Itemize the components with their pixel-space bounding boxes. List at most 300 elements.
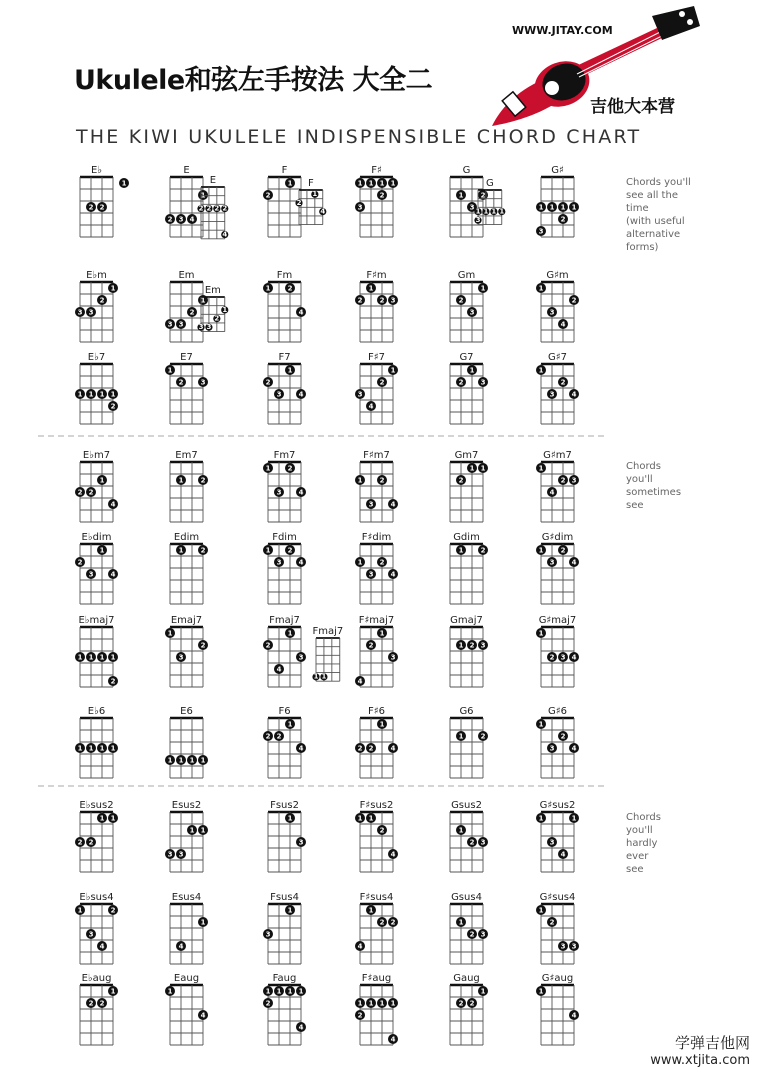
finger-dot (482, 207, 489, 215)
svg-text:1: 1 (77, 390, 83, 399)
finger-dot (456, 377, 466, 387)
svg-text:1: 1 (298, 987, 304, 996)
chord-name: G6 (459, 706, 474, 717)
svg-text:2: 2 (560, 215, 566, 224)
finger-dot (474, 216, 481, 224)
svg-text:1: 1 (276, 987, 282, 996)
chord-diagram (80, 973, 118, 1045)
brand-name: 吉他大本营 (590, 97, 675, 117)
chord-name: Emaj7 (170, 615, 203, 626)
finger-dot (558, 319, 568, 329)
chord-diagram (536, 973, 579, 1045)
svg-text:2: 2 (379, 918, 385, 927)
finger-dot (75, 389, 85, 399)
finger-dot (355, 813, 365, 823)
svg-text:1: 1 (390, 366, 396, 375)
svg-text:4: 4 (571, 558, 577, 567)
finger-dot (86, 837, 96, 847)
svg-text:3: 3 (178, 215, 184, 224)
svg-text:2: 2 (458, 476, 464, 485)
chord-name: Fdim (272, 532, 297, 543)
svg-text:2: 2 (198, 204, 204, 213)
finger-dot (569, 202, 579, 212)
finger-dot (198, 640, 208, 650)
svg-text:4: 4 (560, 850, 566, 859)
finger-dot (296, 307, 306, 317)
svg-text:1: 1 (287, 366, 293, 375)
finger-dot (366, 569, 376, 579)
finger-dot (86, 652, 96, 662)
svg-text:1: 1 (167, 629, 173, 638)
chord-diagram (75, 270, 118, 342)
chord-name: G♯m7 (543, 450, 572, 461)
finger-dot (221, 306, 228, 314)
svg-text:1: 1 (77, 744, 83, 753)
chord-diagram (263, 615, 306, 687)
finger-dot (377, 719, 387, 729)
chord-diagram (197, 175, 228, 239)
svg-text:4: 4 (178, 942, 184, 951)
chord-diagram (536, 352, 579, 424)
svg-text:3: 3 (88, 930, 94, 939)
svg-text:3: 3 (560, 942, 566, 951)
svg-text:1: 1 (77, 906, 83, 915)
svg-text:2: 2 (379, 558, 385, 567)
finger-dot (165, 849, 175, 859)
svg-text:1: 1 (538, 546, 544, 555)
finger-dot (86, 743, 96, 753)
chord-diagram (355, 800, 398, 872)
svg-text:1: 1 (357, 558, 363, 567)
svg-text:3: 3 (538, 227, 544, 236)
chord-name: Fsus4 (270, 892, 299, 903)
finger-dot (285, 905, 295, 915)
finger-dot (467, 929, 477, 939)
finger-dot (536, 628, 546, 638)
finger-dot (467, 307, 477, 317)
chord-name: Gsus2 (451, 800, 482, 811)
chord-name: G♯maj7 (538, 615, 577, 626)
chord-name: Gaug (453, 973, 480, 984)
svg-text:4: 4 (571, 653, 577, 662)
chord-diagram (355, 615, 398, 687)
svg-text:2: 2 (222, 204, 228, 213)
chord-name: F♯sus4 (359, 892, 394, 903)
chord-diagram (450, 352, 488, 424)
svg-text:3: 3 (357, 203, 363, 212)
svg-text:2: 2 (379, 378, 385, 387)
svg-text:1: 1 (167, 987, 173, 996)
svg-text:4: 4 (390, 744, 396, 753)
chord-name: Fmaj7 (312, 626, 344, 637)
finger-dot (97, 475, 107, 485)
finger-dot (263, 731, 273, 741)
chord-diagram (536, 800, 579, 872)
svg-text:1: 1 (538, 366, 544, 375)
svg-text:1: 1 (475, 207, 481, 216)
chord-name: E♭sus4 (79, 892, 114, 903)
finger-dot (263, 998, 273, 1008)
svg-text:1: 1 (287, 906, 293, 915)
svg-text:1: 1 (538, 814, 544, 823)
chord-diagram (536, 450, 579, 522)
finger-dot (97, 813, 107, 823)
finger-dot (569, 743, 579, 753)
chord-name: F (307, 178, 314, 189)
svg-text:3: 3 (88, 570, 94, 579)
finger-dot (274, 731, 284, 741)
svg-text:3: 3 (178, 850, 184, 859)
svg-text:1: 1 (368, 906, 374, 915)
finger-dot (108, 813, 118, 823)
svg-text:1: 1 (538, 629, 544, 638)
finger-dot (478, 929, 488, 939)
svg-text:1: 1 (538, 284, 544, 293)
svg-text:3: 3 (178, 653, 184, 662)
finger-dot (478, 837, 488, 847)
svg-text:4: 4 (99, 942, 105, 951)
chord-name: Gmaj7 (450, 615, 483, 626)
svg-text:3: 3 (77, 308, 83, 317)
svg-text:2: 2 (110, 677, 116, 686)
finger-dot (558, 941, 568, 951)
svg-text:2: 2 (458, 999, 464, 1008)
finger-dot (75, 837, 85, 847)
finger-dot (187, 214, 197, 224)
chord-name: Fmaj7 (269, 615, 300, 626)
svg-text:1: 1 (110, 653, 116, 662)
chord-diagram (75, 450, 118, 522)
finger-dot (108, 743, 118, 753)
chord-name: E♭ (90, 165, 103, 176)
chord-name: E♭maj7 (78, 615, 115, 626)
svg-text:3: 3 (357, 390, 363, 399)
finger-dot (285, 986, 295, 996)
svg-text:4: 4 (549, 488, 555, 497)
finger-dot (355, 295, 365, 305)
chord-name: F♯aug (361, 973, 392, 984)
finger-dot (205, 204, 212, 212)
finger-dot (221, 204, 228, 212)
chord-name: Eaug (173, 973, 200, 984)
svg-text:1: 1 (390, 179, 396, 188)
finger-dot (377, 917, 387, 927)
finger-dot (388, 652, 398, 662)
svg-text:3: 3 (390, 653, 396, 662)
svg-text:2: 2 (77, 558, 83, 567)
svg-text:1: 1 (200, 296, 206, 305)
site-url[interactable]: WWW.JITAY.COM (512, 24, 613, 37)
finger-dot (75, 652, 85, 662)
svg-text:1: 1 (189, 826, 195, 835)
finger-dot (198, 1010, 208, 1020)
svg-text:4: 4 (298, 744, 304, 753)
finger-dot (274, 986, 284, 996)
svg-text:1: 1 (200, 826, 206, 835)
svg-text:1: 1 (265, 987, 271, 996)
finger-dot (296, 652, 306, 662)
finger-dot (547, 652, 557, 662)
chord-name: Esus4 (171, 892, 202, 903)
svg-text:3: 3 (571, 476, 577, 485)
finger-dot (274, 664, 284, 674)
svg-text:2: 2 (287, 546, 293, 555)
chord-diagram (165, 615, 208, 687)
svg-text:2: 2 (379, 826, 385, 835)
finger-dot (97, 998, 107, 1008)
svg-text:2: 2 (549, 918, 555, 927)
svg-text:4: 4 (357, 942, 363, 951)
finger-dot (176, 214, 186, 224)
finger-dot (474, 207, 481, 215)
finger-dot (456, 545, 466, 555)
finger-dot (355, 389, 365, 399)
svg-text:1: 1 (571, 203, 577, 212)
chord-diagram (80, 165, 129, 237)
finger-dot (176, 319, 186, 329)
finger-dot (547, 837, 557, 847)
footer-watermark (650, 1032, 750, 1068)
finger-dot (86, 307, 96, 317)
svg-text:2: 2 (560, 476, 566, 485)
svg-text:1: 1 (458, 191, 464, 200)
finger-dot (176, 652, 186, 662)
finger-dot (285, 545, 295, 555)
chord-diagram (263, 270, 306, 342)
finger-dot (355, 941, 365, 951)
chord-name: F6 (278, 706, 291, 717)
svg-text:1: 1 (200, 918, 206, 927)
finger-dot (366, 998, 376, 1008)
svg-text:1: 1 (560, 203, 566, 212)
svg-text:3: 3 (200, 378, 206, 387)
chord-diagram (75, 615, 118, 687)
chord-diagram (263, 352, 306, 424)
chord-name: F♯sus2 (359, 800, 394, 811)
svg-text:3: 3 (560, 653, 566, 662)
chord-name: G♯ (551, 165, 564, 176)
svg-text:1: 1 (458, 826, 464, 835)
svg-text:2: 2 (88, 838, 94, 847)
svg-text:1: 1 (265, 546, 271, 555)
svg-text:2: 2 (287, 284, 293, 293)
svg-text:1: 1 (480, 284, 486, 293)
svg-text:1: 1 (368, 999, 374, 1008)
finger-dot (478, 545, 488, 555)
finger-dot (108, 569, 118, 579)
finger-dot (547, 389, 557, 399)
svg-text:1: 1 (458, 641, 464, 650)
svg-text:4: 4 (110, 500, 116, 509)
finger-dot (108, 499, 118, 509)
svg-text:1: 1 (189, 756, 195, 765)
finger-dot (119, 178, 129, 188)
svg-text:1: 1 (287, 720, 293, 729)
chord-diagram (536, 270, 579, 342)
footer-site-url: www.xtjita.com (650, 1053, 750, 1068)
svg-text:2: 2 (265, 641, 271, 650)
svg-text:2: 2 (265, 191, 271, 200)
finger-dot (388, 365, 398, 375)
svg-text:1: 1 (571, 814, 577, 823)
finger-dot (75, 307, 85, 317)
chord-diagram (450, 165, 488, 237)
finger-dot (388, 743, 398, 753)
svg-text:3: 3 (88, 308, 94, 317)
svg-text:3: 3 (167, 850, 173, 859)
finger-dot (108, 905, 118, 915)
chord-name: Fsus2 (270, 800, 299, 811)
svg-text:3: 3 (469, 308, 475, 317)
finger-dot (536, 813, 546, 823)
chord-name: E♭m7 (82, 450, 111, 461)
chord-name: Gsus4 (451, 892, 482, 903)
finger-dot (285, 283, 295, 293)
finger-dot (355, 676, 365, 686)
finger-dot (86, 202, 96, 212)
svg-text:2: 2 (167, 215, 173, 224)
finger-dot (86, 487, 96, 497)
svg-text:1: 1 (549, 203, 555, 212)
svg-text:4: 4 (390, 570, 396, 579)
finger-dot (285, 463, 295, 473)
finger-dot (377, 377, 387, 387)
svg-text:2: 2 (379, 191, 385, 200)
svg-text:4: 4 (298, 558, 304, 567)
finger-dot (366, 905, 376, 915)
chord-diagram (268, 800, 306, 872)
svg-text:1: 1 (99, 390, 105, 399)
svg-text:4: 4 (560, 320, 566, 329)
svg-text:1: 1 (287, 629, 293, 638)
finger-dot (75, 905, 85, 915)
chord-diagram (355, 892, 398, 964)
svg-text:2: 2 (276, 732, 282, 741)
finger-dot (296, 389, 306, 399)
finger-dot (478, 283, 488, 293)
svg-text:1: 1 (178, 546, 184, 555)
finger-dot (108, 389, 118, 399)
finger-dot (108, 676, 118, 686)
finger-dot (456, 295, 466, 305)
finger-dot (165, 319, 175, 329)
finger-dot (198, 377, 208, 387)
chord-name: Fm7 (273, 450, 296, 461)
chord-diagram (263, 450, 306, 522)
finger-dot (377, 825, 387, 835)
chord-name: G♯dim (541, 532, 574, 543)
finger-dot (221, 230, 228, 238)
finger-dot (213, 204, 220, 212)
svg-text:1: 1 (499, 207, 505, 216)
svg-text:2: 2 (480, 191, 486, 200)
finger-dot (558, 377, 568, 387)
svg-text:3: 3 (276, 558, 282, 567)
chord-diagram (450, 973, 488, 1045)
svg-text:3: 3 (475, 216, 481, 225)
chord-diagram (450, 270, 488, 342)
svg-text:3: 3 (368, 570, 374, 579)
finger-dot (569, 652, 579, 662)
chord-diagram (450, 892, 488, 964)
finger-dot (490, 207, 497, 215)
finger-dot (355, 743, 365, 753)
finger-dot (263, 929, 273, 939)
finger-dot (75, 557, 85, 567)
finger-dot (165, 214, 175, 224)
svg-text:1: 1 (483, 207, 489, 216)
finger-dot (319, 207, 326, 215)
finger-dot (536, 463, 546, 473)
svg-text:2: 2 (265, 378, 271, 387)
chord-name: G♯6 (548, 706, 567, 717)
chord-name: F (281, 165, 288, 176)
chord-diagram (450, 615, 488, 687)
svg-text:1: 1 (99, 744, 105, 753)
finger-dot (263, 463, 273, 473)
finger-dot (176, 545, 186, 555)
finger-dot (108, 283, 118, 293)
svg-text:3: 3 (549, 744, 555, 753)
side-note-text: Chords you'll hardly ever see (626, 812, 661, 875)
svg-text:1: 1 (99, 546, 105, 555)
finger-dot (467, 640, 477, 650)
finger-dot (558, 849, 568, 859)
svg-text:1: 1 (110, 814, 116, 823)
chord-diagram (355, 270, 398, 342)
chord-diagram (170, 892, 208, 964)
chord-name: Faug (272, 973, 297, 984)
finger-dot (558, 731, 568, 741)
finger-dot (263, 986, 273, 996)
chart-subtitle: THE KIWI UKULELE INDISPENSIBLE CHORD CHART (76, 126, 642, 148)
chord-diagram (263, 973, 306, 1045)
svg-text:2: 2 (560, 546, 566, 555)
svg-text:2: 2 (368, 641, 374, 650)
svg-text:1: 1 (469, 366, 475, 375)
svg-text:4: 4 (189, 215, 195, 224)
svg-text:1: 1 (538, 987, 544, 996)
chord-name: Fm (276, 270, 293, 281)
svg-text:1: 1 (357, 814, 363, 823)
svg-text:4: 4 (390, 850, 396, 859)
chord-diagram (450, 450, 488, 522)
chord-diagram (263, 165, 301, 237)
svg-text:2: 2 (560, 732, 566, 741)
finger-dot (165, 365, 175, 375)
chord-name: G♯m (546, 270, 569, 281)
finger-dot (187, 307, 197, 317)
chord-name: F♯7 (368, 352, 385, 363)
finger-dot (547, 557, 557, 567)
finger-dot (263, 283, 273, 293)
finger-dot (377, 190, 387, 200)
svg-text:2: 2 (458, 378, 464, 387)
finger-dot (467, 998, 477, 1008)
finger-dot (97, 202, 107, 212)
svg-text:1: 1 (222, 305, 228, 314)
finger-dot (366, 743, 376, 753)
chord-name: G (486, 178, 494, 189)
svg-text:3: 3 (206, 323, 212, 332)
svg-text:1: 1 (88, 744, 94, 753)
finger-dot (536, 986, 546, 996)
finger-dot (97, 389, 107, 399)
finger-dot (108, 401, 118, 411)
finger-dot (377, 628, 387, 638)
svg-text:3: 3 (298, 838, 304, 847)
svg-text:4: 4 (368, 402, 374, 411)
